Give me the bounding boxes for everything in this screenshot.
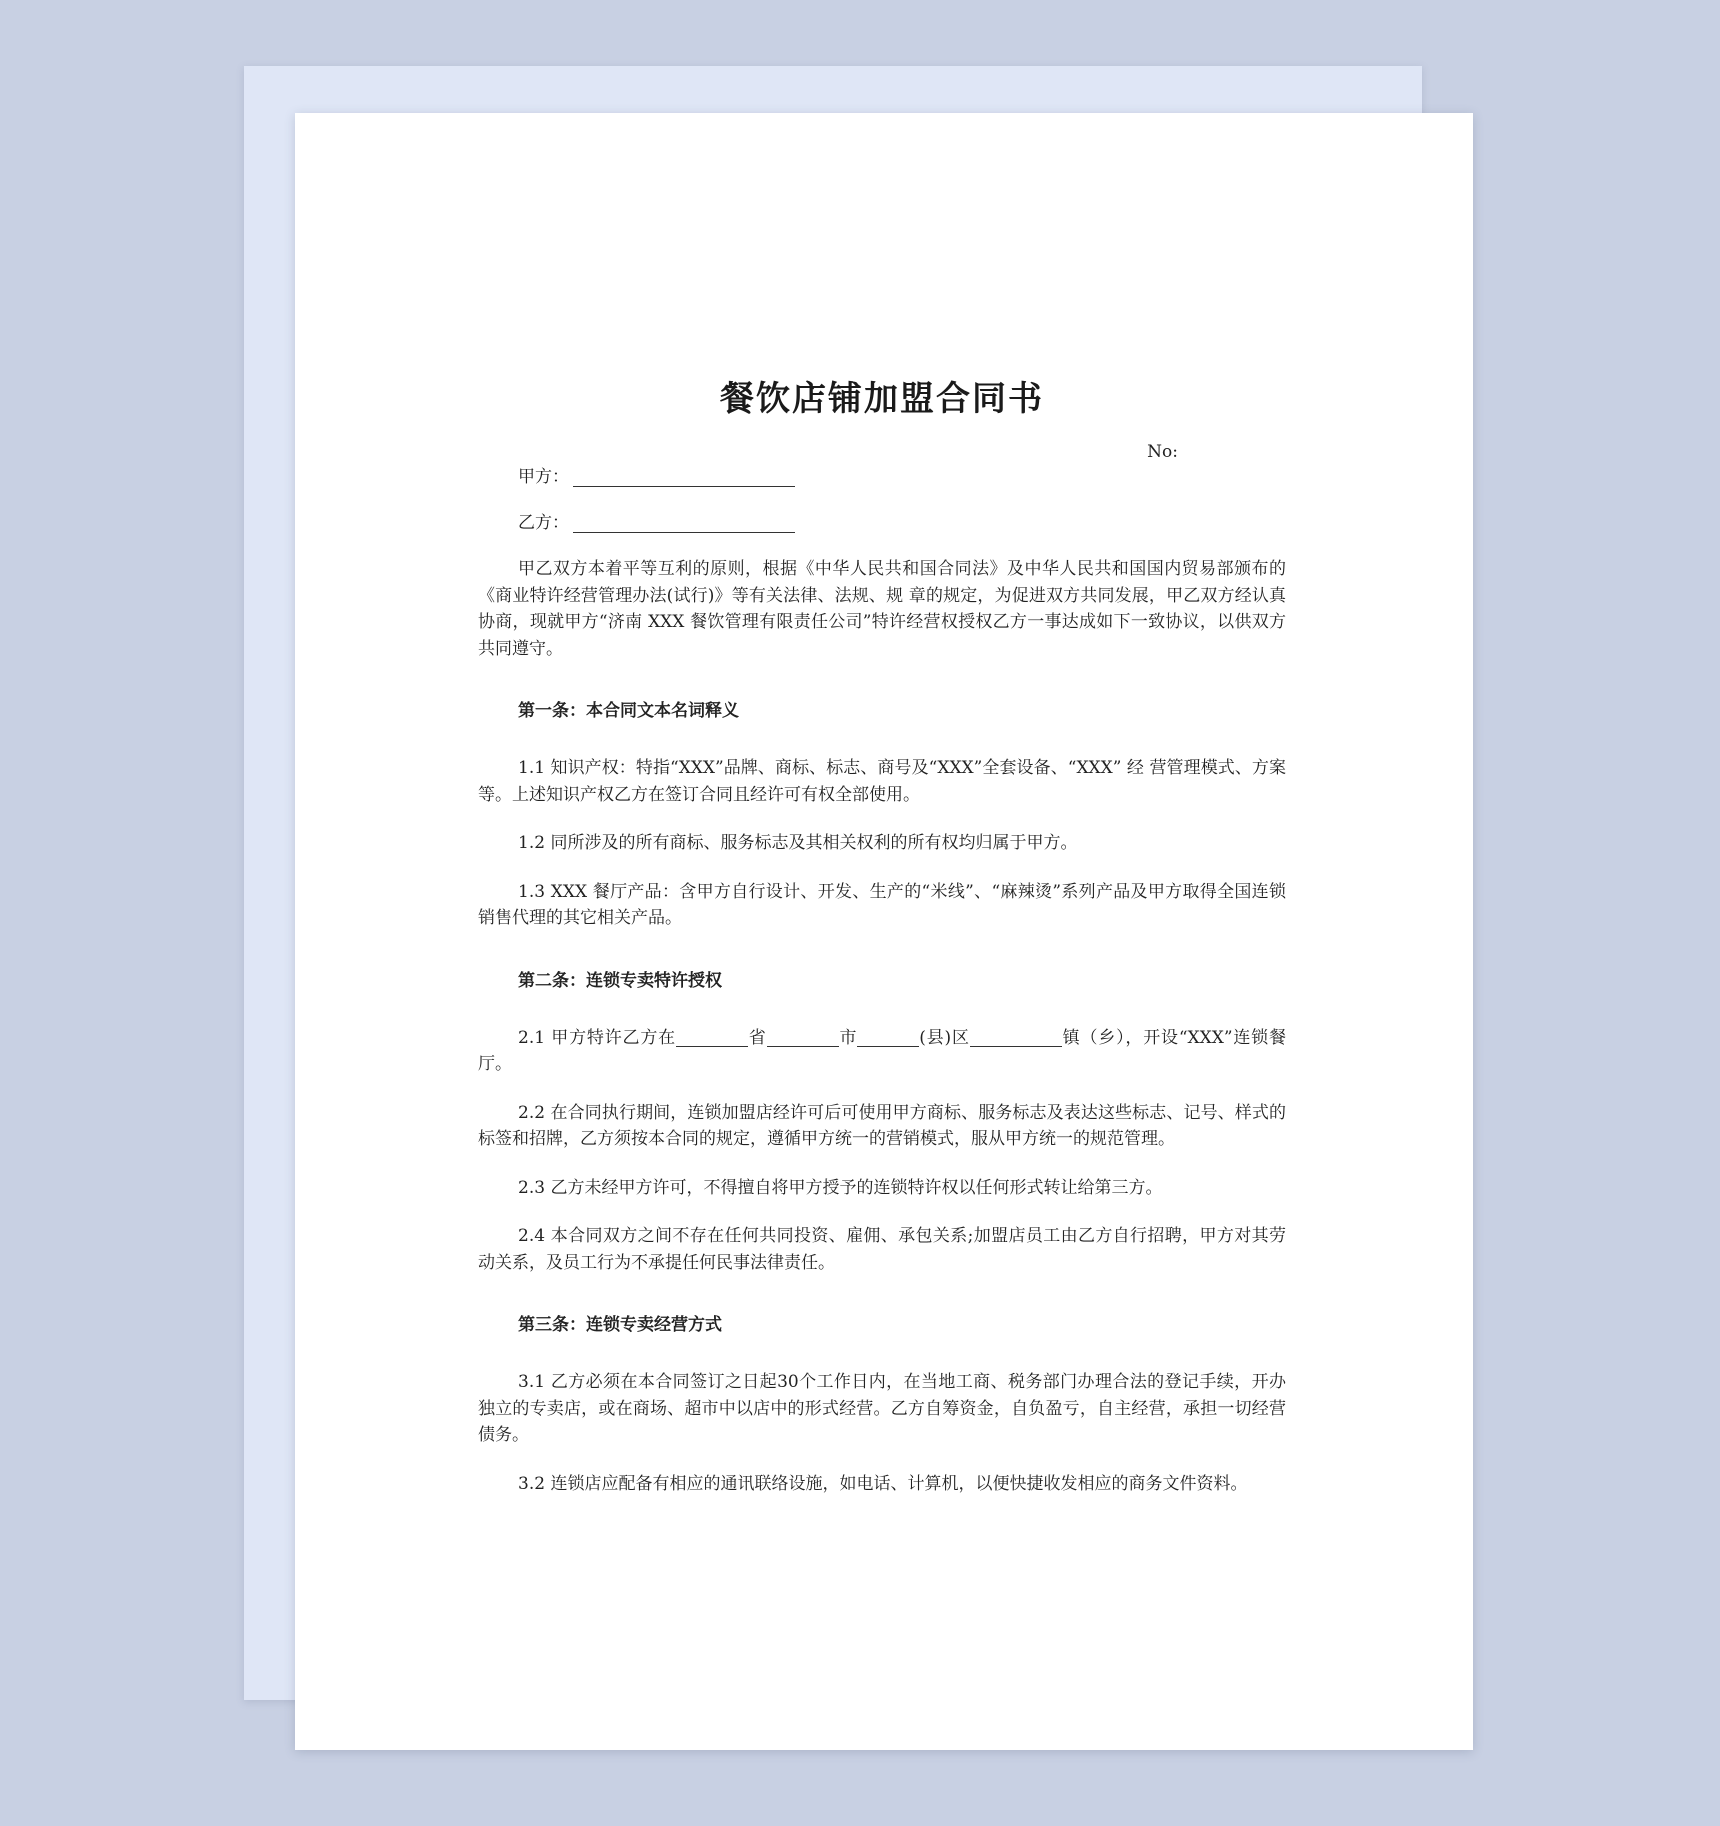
document-title: 餐饮店铺加盟合同书 bbox=[720, 379, 1044, 419]
party-a-line bbox=[518, 464, 1286, 490]
document-page bbox=[295, 113, 1473, 1750]
county-label: (县)区 bbox=[919, 1027, 970, 1048]
clause-3-1: 3.1 乙方必须在本合同签订之日起30个工作日内，在当地工商、税务部门办理合法的登记手续，开办独立的专卖店，或在商场、超市中以店中的形式经营。乙方自筹资金，自负盈亏，自主经营，承担一切经营债务。 bbox=[478, 1372, 1286, 1445]
clause-2-2: 2.2 在合同执行期间，连锁加盟店经许可后可使用甲方商标、服务标志及表达这些标志、记号、样式的标签和招牌，乙方须按本合同的规定，遵循甲方统一的营销模式，服从甲方统一的规范管理。 bbox=[478, 1102, 1286, 1149]
section-2-heading: 第二条：连锁专卖特许授权 bbox=[518, 970, 722, 991]
party-b-blank bbox=[573, 514, 795, 533]
town-blank bbox=[970, 1030, 1062, 1047]
clause-1-3: 1.3 XXX 餐厅产品：含甲方自行设计、开发、生产的“米线”、“麻辣烫”系列产品及甲方取得全国连锁销售代理的其它相关产品。 bbox=[478, 881, 1286, 928]
party-b-label: 乙方： bbox=[518, 513, 569, 533]
party-a-blank bbox=[573, 468, 795, 487]
clause-1-1: 1.1 知识产权：特指“XXX”品牌、商标、标志、商号及“XXX”全套设备、“XXX” 经 营管理模式、方案等。上述知识产权乙方在签订合同且经许可有权全部使用。 bbox=[478, 758, 1286, 805]
document-body bbox=[478, 371, 1286, 1519]
province-label: 省 bbox=[747, 1027, 767, 1048]
section-1-heading: 第一条：本合同文本名词释义 bbox=[518, 701, 739, 721]
intro-paragraph: 甲乙双方本着平等互利的原则，根据《中华人民共和国合同法》及中华人民共和国国内贸易部颁布的《商业特许经营管理办法(试行)》等有关法律、法规、规 章的规定，为促进双方共同发展，甲乙双方经认真协商，现就甲方“济南 XXX 餐饮管理有限责任公司”特许经营权授权乙方一事达成如下一致协议，以供双方共同遵守。 bbox=[478, 559, 1286, 659]
town-label: 镇（乡），开设“XXX”连锁餐厅。 bbox=[478, 1027, 1286, 1074]
clause-2-1-prefix: 2.1 甲方特许乙方在 bbox=[518, 1027, 676, 1048]
clause-3-2: 3.2 连锁店应配备有相应的通讯联络设施，如电话、计算机，以便快捷收发相应的商务文件资料。 bbox=[518, 1473, 1248, 1494]
province-blank bbox=[676, 1030, 748, 1047]
section-3-heading: 第三条：连锁专卖经营方式 bbox=[518, 1315, 722, 1335]
clause-2-1 bbox=[478, 1025, 1286, 1078]
county-blank bbox=[857, 1030, 919, 1047]
party-a-label: 甲方： bbox=[518, 467, 569, 487]
clause-2-3: 2.3 乙方未经甲方许可，不得擅自将甲方授予的连锁特许权以任何形式转让给第三方。 bbox=[518, 1177, 1163, 1198]
party-b-line bbox=[518, 510, 1286, 536]
city-blank bbox=[767, 1030, 839, 1047]
contract-number-label: No: bbox=[1147, 442, 1178, 462]
city-label: 市 bbox=[838, 1027, 858, 1048]
clause-1-2: 1.2 同所涉及的所有商标、服务标志及其相关权利的所有权均归属于甲方。 bbox=[518, 833, 1078, 853]
clause-2-4: 2.4 本合同双方之间不存在任何共同投资、雇佣、承包关系;加盟店员工由乙方自行招聘，甲方对其劳动关系，及员工行为不承提任何民事法律责任。 bbox=[478, 1226, 1286, 1273]
